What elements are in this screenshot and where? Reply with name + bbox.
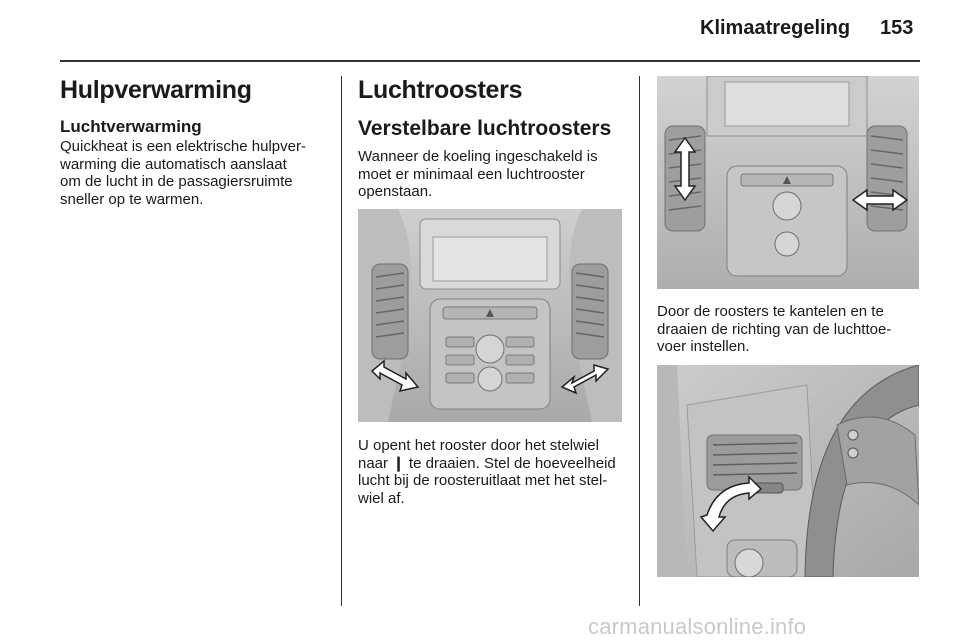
text-line: voer instellen. — [657, 338, 750, 356]
text-line: Wanneer de koeling ingeschakeld is — [358, 148, 598, 165]
text-line: Door de roosters te kantelen en te — [657, 303, 884, 320]
paragraph-quickheat — [60, 138, 306, 208]
text-line: openstaan. — [358, 183, 433, 201]
section-title: Klimaatregeling — [700, 17, 851, 39]
text-line: om de lucht in de passagiersruimte — [60, 173, 293, 191]
paragraph-intro — [358, 148, 598, 201]
text-line: sneller op te warmen. — [60, 190, 204, 208]
page-number: 153 — [880, 17, 914, 39]
paragraph-thumbwheel — [358, 437, 616, 507]
text-line: warming die automatisch aanslaat — [60, 155, 287, 173]
figure-center-console-vents — [358, 209, 622, 422]
text-line: lucht bij de roosteruitlaat met het stel- — [358, 472, 608, 490]
text-line: U opent het rooster door het stelwiel — [358, 437, 599, 454]
figure-side-vent-wheel — [657, 365, 919, 577]
heading-hulpverwarming: Hulpverwarming — [60, 76, 252, 104]
column-divider — [639, 76, 640, 606]
header-divider — [60, 60, 920, 62]
text-line: moet er minimaal een luchtrooster — [358, 165, 585, 183]
column-divider — [341, 76, 342, 606]
text-line: wiel af. — [358, 489, 405, 507]
figure-vent-tilt-rotate — [657, 76, 919, 289]
heading-luchtroosters: Luchtroosters — [358, 76, 523, 104]
paragraph-tilt-rotate — [657, 303, 891, 356]
subheading-verstelbare-luchtroosters: Verstelbare luchtroosters — [358, 117, 612, 140]
text-line: draaien de richting van de luchttoe- — [657, 320, 892, 338]
text-line: Quickheat is een elektrische hulpver- — [60, 138, 306, 155]
watermark: carmanualsonline.info — [588, 614, 807, 639]
text-line: naar ❙ te draaien. Stel de hoeveelheid — [358, 454, 616, 472]
subheading-luchtverwarming: Luchtverwarming — [60, 117, 202, 136]
